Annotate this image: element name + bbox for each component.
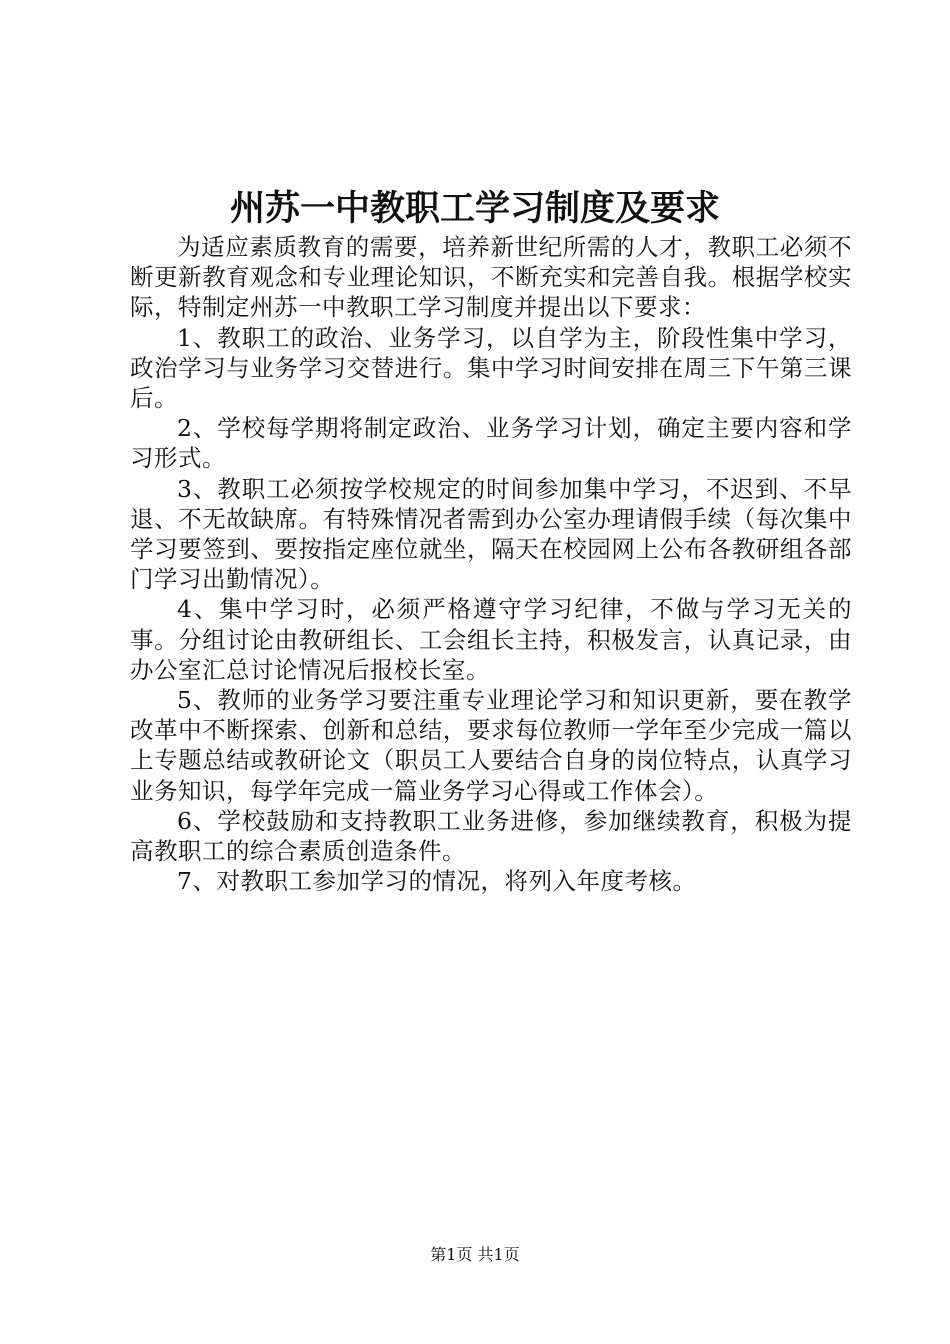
paragraph-item-5: 5、教师的业务学习要注重专业理论学习和知识更新，要在教学改革中不断探索、创新和总结，要求每位教师一学年至少完成一篇以上专题总结或教研论文（职员工人要结合自身的岗位特点，认真学习业务知识，每学年完成一篇业务学习心得或工作体会）。	[130, 686, 852, 805]
document-title: 州苏一中教职工学习制度及要求	[229, 188, 720, 229]
paragraph-item-7: 7、对教职工参加学习的情况，将列入年度考核。	[177, 867, 697, 896]
paragraph-item-1: 1、教职工的政治、业务学习，以自学为主，阶段性集中学习，政治学习与业务学习交替进行。集中学习时间安排在周三下午第三课后。	[130, 323, 852, 413]
paragraph-item-6: 6、学校鼓励和支持教职工业务进修，参加继续教育，积极为提高教职工的综合素质创造条件。	[130, 806, 852, 866]
page-footer: 第1页 共1页	[430, 1245, 520, 1264]
paragraph-intro: 为适应素质教育的需要，培养新世纪所需的人才，教职工必须不断更新教育观念和专业理论知识，不断充实和完善自我。根据学校实际，特制定州苏一中教职工学习制度并提出以下要求：	[130, 233, 852, 322]
paragraph-item-2: 2、学校每学期将制定政治、业务学习计划，确定主要内容和学习形式。	[130, 414, 852, 473]
paragraph-item-3: 3、教职工必须按学校规定的时间参加集中学习，不迟到、不早退、不无故缺席。有特殊情况者需到办公室办理请假手续（每次集中学习要签到、要按指定座位就坐，隔天在校园网上公布各教研组各部门学习出勤情况）。	[130, 474, 852, 594]
document-body	[130, 232, 852, 896]
paragraph-item-4: 4、集中学习时，必须严格遵守学习纪律，不做与学习无关的事。分组讨论由教研组长、工会组长主持，积极发言，认真记录，由办公室汇总讨论情况后报校长室。	[130, 595, 852, 684]
